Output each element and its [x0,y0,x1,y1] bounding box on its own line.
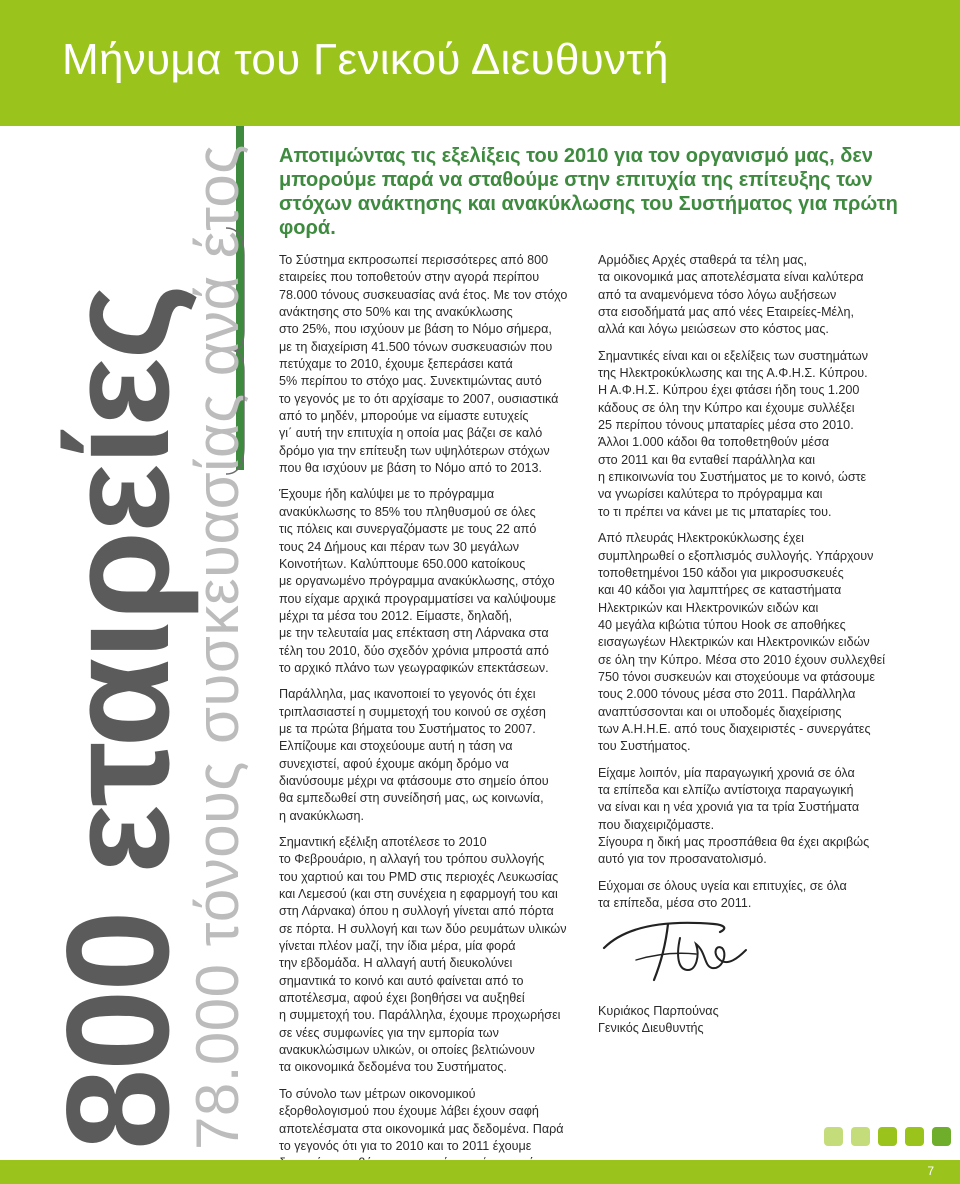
paragraph: Έχουμε ήδη καλύψει με το πρόγραμμα ανακύκλωσης το 85% του πληθυσμού σε όλες τις πόλεις και συνεργαζόμαστε με τους 22 από τους 24 Δήμους και πέραν των 30 μεγάλων Κοινοτήτων. Καλύπτουμε 650.000 κατοίκους με οργανωμένο πρόγραμμα ανακύκλωσης, στόχο που είχαμε αρχικά προγραμματίσει να καλύψουμε μέχρι τα μέσα του 2012. Είμαστε, δηλαδή, με την τελευταία μας επέκταση στη Λάρνακα στα τέλη του 2010, δύο σχεδόν χρόνια μπροστά από το αρχικό πλάνο των γεωγραφικών επεκτάσεων. [279,487,556,675]
paragraph: Αρμόδιες Αρχές σταθερά τα τέλη μας, τα οικονομικά μας αποτελέσματα είναι καλύτερα από τα αναμενόμενα τόσο λόγω αυξήσεων στα εισοδήματά μας από νέες Εταιρείες-Μέλη, αλλά και λόγω μειώσεων στο κόστος μας. [598,253,864,337]
column-right [598,252,898,921]
paragraph: Σημαντικές είναι και οι εξελίξεις των συστημάτων της Ηλεκτροκύκλωσης και της Α.Φ.Η.Σ. Κύπρου. Η Α.Φ.Η.Σ. Κύπρου έχει φτάσει ήδη τους 1.200 κάδους σε όλη την Κύπρο και έχουμε συλλέξει 25 περίπου τόνους μπαταρίες μέσα στο 2010. Άλλοι 1.000 κάδοι θα τοποθετηθούν μέσα στο 2011 και θα ενταθεί παράλληλα και η επικοινωνία του Συστήματος με το κοινό, ώστε να γνωρίσει καλύτερα το πρόγραμμα και το τι πρέπει να κάνει με τις μπαταρίες του. [598,348,869,519]
header-banner [0,0,960,126]
handwritten-signature [596,908,756,988]
signature-block [598,1003,719,1038]
paragraph: Από πλευράς Ηλεκτροκύκλωσης έχει συμπληρωθεί ο εξοπλισμός συλλογής. Υπάρχουν τοποθετημένοι 150 κάδοι για μικροσυσκευές και 40 κάδοι για λαμπτήρες σε καταστήματα Ηλεκτρικών και Ηλεκτρονικών ειδών και 40 μεγάλα κιβώτια τύπου Hook σε αποθήκες εισαγωγέων Ηλεκτρικών και Ηλεκτρονικών ειδών σε όλη την Κύπρο. Μέσα στο 2010 έχουν συλλεχθεί 750 τόνοι συσκευών και στοχεύουμε να φτάσουμε τους 2.000 τόνους μέσα στο 2011. Παράλληλα αναπτύσσονται και οι υποδομές διαχείρισης των Α.Η.Η.Ε. από τους διαχειριστές - συνεργάτες του Συστήματος. [598,531,886,754]
paragraph: Εύχομαι σε όλους υγεία και επιτυχίες, σε όλα τα επίπεδα, μέσα στο 2011. [598,878,847,911]
paragraph: Το σύνολο των μέτρων οικονομικού εξορθολογισμού που έχουμε λάβει έχουν σαφή αποτελέσματα στα οικονομικά μας δεδομένα. Παρά το γεγονός ότι για το 2010 και το 2011 έχουμε [279,1086,564,1153]
column-left [279,252,579,1182]
paragraph: Είχαμε λοιπόν, μία παραγωγική χρονιά σε όλα τα επίπεδα και ελπίζω αντίστοιχα παραγωγική να είναι και η νέα χρονιά για τα τρία Συστήματα που διαχειριζόμαστε. Σίγουρα η δική μας προσπάθεια θα έχει ακριβώς αυτό για τον προσανατολισμό. [598,765,870,867]
brace-icon [222,226,248,476]
signatory-name: Κυριάκος Παρπούνας [598,1004,719,1018]
square-dark [932,1127,951,1146]
square-light-1 [824,1127,843,1146]
headline: Αποτιμώντας τις εξελίξεις του 2010 για τον οργανισμό μας, δεν μπορούμε παρά να σταθούμε στην επιτυχία της επίτευξης των στόχων ανάκτησης και ανακύκλωσης του Συστήματος για πρώτη φορά. [279,145,898,239]
page-title: Μήνυμα του Γενικού Διευθυντή [62,35,669,84]
paragraph: Παράλληλα, μας ικανοποιεί το γεγονός ότι έχει τριπλασιαστεί η συμμετοχή του κοινού σε σχέση με τα πρώτα βήματα του Συστήματος το 2007. Ελπίζουμε και στοχεύουμε αυτή η τάση να συνεχιστεί, αφού έχουμε ακόμη δρόμο να διανύσουμε μέχρι να φτάσουμε στο σημείο όπου θα εμπεδωθεί στη συνείδησή μας, ως κοινωνία, η ανακύκλωση. [279,687,549,823]
square-light-2 [851,1127,870,1146]
paragraph: Σημαντική εξέλιξη αποτέλεσε το 2010 το Φεβρουάριο, η αλλαγή του τρόπου συλλογής του χαρτιού και του PMD στις περιοχές Λευκωσίας και Λεμεσού (και στη συνέχεια η εφαρμογή του και στη Λάρνακα) όπου η συλλογή γίνεται από πόρτα σε πόρτα. Η συλλογή και των δύο ρευμάτων υλικών γίνεται πλέον μαζί, την ίδια μέρα, μία φορά την εβδομάδα. Η αλλαγή αυτή διευκολύνει σημαντικά το κοινό και αυτό φαίνεται από το αποτέλεσμα, αφού έχει βοηθήσει να αυξηθεί η συμμετοχή του. Παράλληλα, έχουμε προχωρήσει σε νέες συμφωνίες για την εμπορία των ανακυκλώσιμων υλικών, οι οποίες βελτιώνουν τα οικονομικά δεδομένα του Συστήματος. [279,835,567,1075]
footer-bar [0,1160,960,1184]
square-mid-1 [878,1127,897,1146]
side-light-text: 78.000 τόνους συσκευασίας ανά έτος [184,144,251,1150]
side-big-text: 800 εταιρείες [36,285,199,1150]
page-number: 7 [927,1164,934,1178]
paragraph: Το Σύστημα εκπροσωπεί περισσότερες από 800 εταιρείες που τοποθετούν στην αγορά περίπου 78.000 τόνους συσκευασίας ανά έτος. Με τον στόχο ανάκτησης στο 50% και της ανακύκλωσης στο 25%, που ισχύουν με βάση το Νόμο σήμερα, με τη διαχείριση 41.500 τόνων συσκευασιών που πετύχαμε το 2010, έχουμε ξεπεράσει κατά 5% περίπου το στόχο μας. Συνεκτιμώντας αυτό το γεγονός με το ότι αρχίσαμε το 2007, ουσιαστικά από το μηδέν, μπορούμε να είμαστε ευτυχείς γι΄ αυτή την επιτυχία η οποία μας βάζει σε καλό δρόμο για την επίτευξη των υψηλότερων στόχων που θα ισχύουν με βάση το Νόμο από το 2013. [279,253,568,476]
signatory-role: Γενικός Διευθυντής [598,1021,704,1036]
square-mid-2 [905,1127,924,1146]
